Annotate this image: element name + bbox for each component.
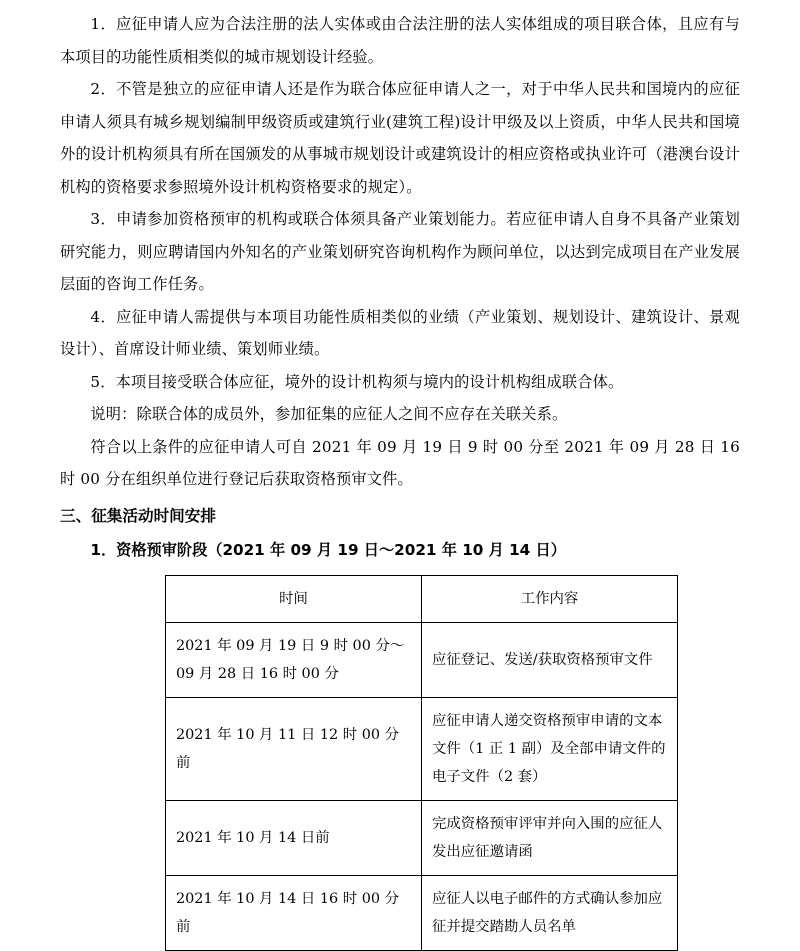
table-cell-time: 2021 年 09 月 19 日 9 时 00 分～09 月 28 日 16 时 00 分 [166, 622, 422, 697]
table-body [166, 622, 678, 950]
table-cell-work: 应征申请人递交资格预审申请的文本文件（1 正 1 副）及全部申请文件的电子文件（2 套） [422, 697, 678, 800]
table-header-row [166, 575, 678, 622]
paragraph-note: 说明：除联合体的成员外，参加征集的应征人之间不应存在关联关系。 [90, 405, 568, 423]
paragraph-2: 2．不管是独立的应征申请人还是作为联合体应征申请人之一，对于中华人民共和国境内的应征申请人须具有城乡规划编制甲级资质或建筑行业(建筑工程)设计甲级及以上资质，中华人民共和国境外的设计机构须具有所在国颁发的从事城市规划设计或建筑设计的相应资格或执业许可（港澳台设计机构的资格要求参照境外设计机构资格要求的规定）。 [60, 80, 740, 196]
table-cell-work: 应征登记、发送/获取资格预审文件 [422, 622, 678, 697]
table-row [166, 875, 678, 950]
table-cell-work: 完成资格预审评审并向入围的应征人发出应征邀请函 [422, 800, 678, 875]
table-header-work: 工作内容 [422, 575, 678, 622]
schedule-table [165, 575, 678, 951]
table-cell-time: 2021 年 10 月 14 日 16 时 00 分前 [166, 875, 422, 950]
paragraph-3: 3．申请参加资格预审的机构或联合体须具备产业策划能力。若应征申请人自身不具备产业策划研究能力，则应聘请国内外知名的产业策划研究咨询机构作为顾问单位，以达到完成项目在产业发展层面的咨询工作任务。 [60, 210, 740, 293]
table-cell-time: 2021 年 10 月 11 日 12 时 00 分前 [166, 697, 422, 800]
paragraph-5: 5．本项目接受联合体应征，境外的设计机构须与境内的设计机构组成联合体。 [90, 372, 624, 391]
table-cell-work: 应征人以电子邮件的方式确认参加应征并提交踏勘人员名单 [422, 875, 678, 950]
table-cell-time: 2021 年 10 月 14 日前 [166, 800, 422, 875]
table-header-time: 时间 [166, 575, 422, 622]
section-heading: 三、征集活动时间安排 [60, 506, 216, 525]
table-row [166, 800, 678, 875]
table-header [166, 575, 678, 622]
paragraph-registration: 符合以上条件的应征申请人可自 2021 年 09 月 19 日 9 时 00 分至 2021 年 09 月 28 日 16 时 00 分在组织单位进行登记后获取资格预审文件。 [60, 437, 740, 488]
subsection-heading: 1．资格预审阶段（2021 年 09 月 19 日～2021 年 10 月 14 日） [90, 541, 566, 559]
table-row [166, 622, 678, 697]
paragraph-4: 4．应征申请人需提供与本项目功能性质相类似的业绩（产业策划、规划设计、建筑设计、景观设计）、首席设计师业绩、策划师业绩。 [60, 307, 740, 358]
table-row [166, 697, 678, 800]
paragraph-1: 1．应征申请人应为合法注册的法人实体或由合法注册的法人实体组成的项目联合体，且应有与本项目的功能性质相类似的城市规划设计经验。 [60, 15, 740, 66]
